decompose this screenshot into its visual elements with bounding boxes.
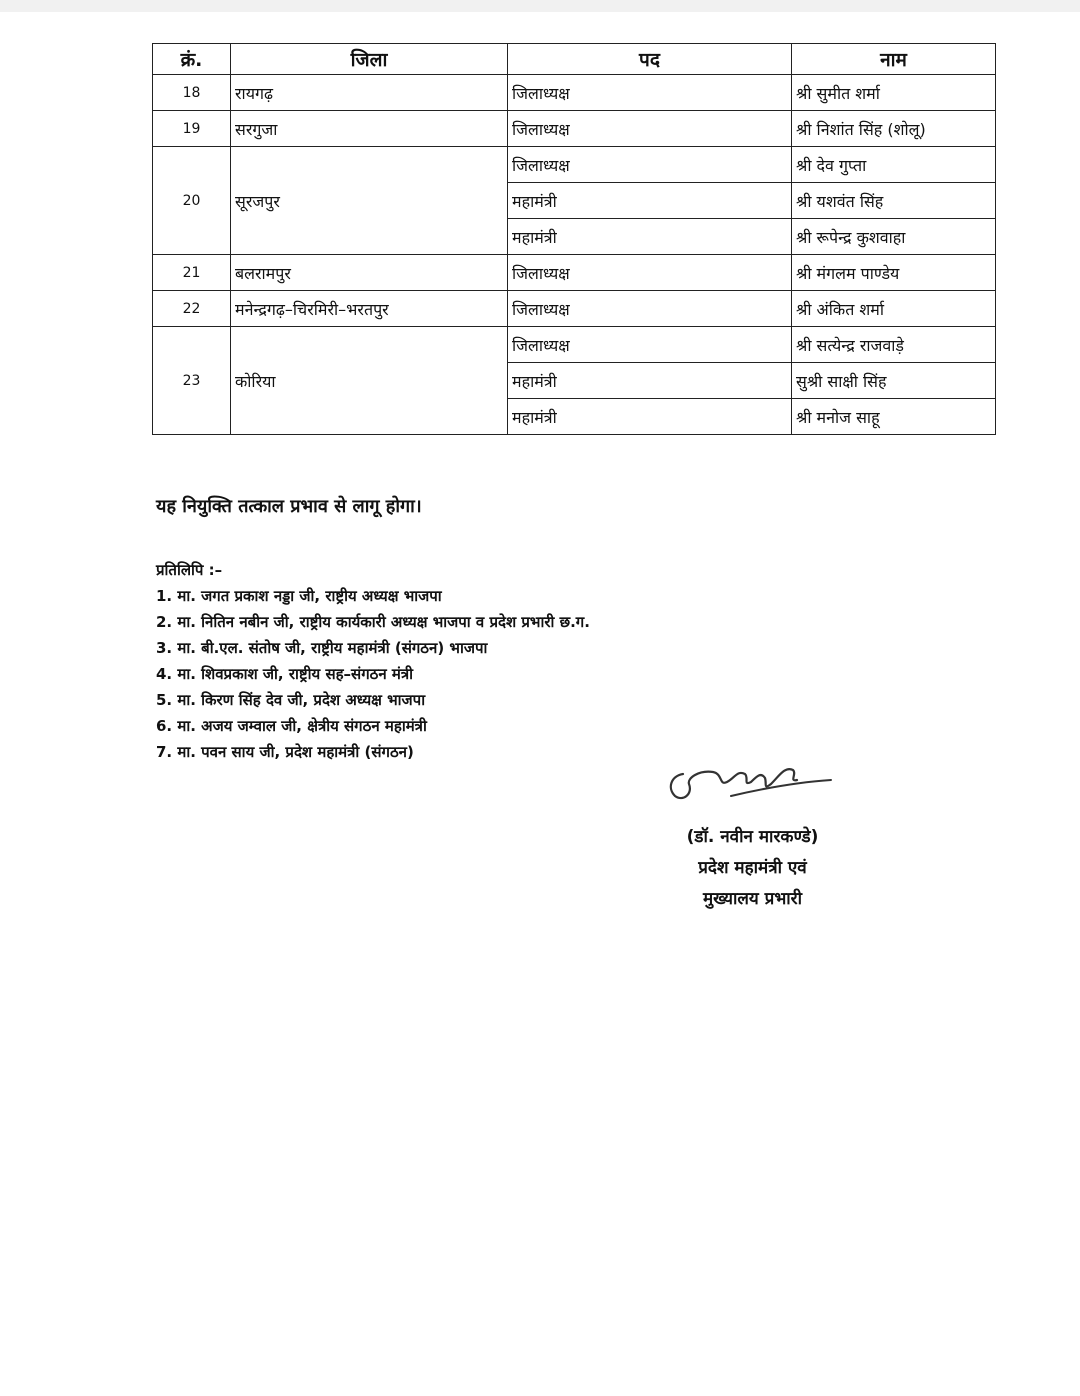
signature-image [665, 752, 835, 804]
list-item: 4. मा. शिवप्रकाश जी, राष्ट्रीय सह–संगठन मंत्री [156, 665, 414, 683]
header-district: जिला [231, 44, 508, 75]
table-row [153, 147, 996, 183]
cell-name: सुश्री साक्षी सिंह [792, 363, 996, 399]
cell-post: जिलाध्यक्ष [508, 327, 792, 363]
signatory-title-2: मुख्यालय प्रभारी [702, 889, 803, 909]
cell-post: जिलाध्यक्ष [508, 75, 792, 111]
cell-post: महामंत्री [508, 183, 792, 219]
cell-name: श्री निशांत सिंह (शोलू) [792, 111, 996, 147]
cell-post: महामंत्री [508, 363, 792, 399]
table-row [153, 75, 996, 111]
appointments-table [152, 43, 996, 435]
cell-post: जिलाध्यक्ष [508, 147, 792, 183]
list-item: 1. मा. जगत प्रकाश नड्डा जी, राष्ट्रीय अध्यक्ष भाजपा [156, 587, 442, 605]
cell-district: सरगुजा [231, 111, 508, 147]
cell-district: रायगढ़ [231, 75, 508, 111]
cell-district: सूरजपुर [231, 147, 508, 255]
cell-name: श्री सुमीत शर्मा [792, 75, 996, 111]
cell-post: महामंत्री [508, 219, 792, 255]
table-row [153, 111, 996, 147]
header-post: पद [508, 44, 792, 75]
header-name: नाम [792, 44, 996, 75]
cell-post: महामंत्री [508, 399, 792, 435]
table-header-row [153, 44, 996, 75]
cell-name: श्री मनोज साहू [792, 399, 996, 435]
cell-serial: 23 [153, 327, 231, 435]
cell-name: श्री सत्येन्द्र राजवाड़े [792, 327, 996, 363]
cell-name: श्री यशवंत सिंह [792, 183, 996, 219]
copy-to-heading: प्रतिलिपि :– [156, 561, 223, 579]
cell-name: श्री रूपेन्द्र कुशवाहा [792, 219, 996, 255]
cell-post: जिलाध्यक्ष [508, 111, 792, 147]
cell-district: बलरामपुर [231, 255, 508, 291]
table-row [153, 291, 996, 327]
cell-serial: 18 [153, 75, 231, 111]
cell-name: श्री मंगलम पाण्डेय [792, 255, 996, 291]
cell-serial: 20 [153, 147, 231, 255]
list-item: 7. मा. पवन साय जी, प्रदेश महामंत्री (संगठन) [156, 743, 414, 761]
list-item: 3. मा. बी.एल. संतोष जी, राष्ट्रीय महामंत्री (संगठन) भाजपा [156, 639, 488, 657]
signatory-title: प्रदेश महामंत्री एवं [698, 858, 807, 878]
cell-name: श्री देव गुप्ता [792, 147, 996, 183]
cell-name: श्री अंकित शर्मा [792, 291, 996, 327]
list-item: 5. मा. किरण सिंह देव जी, प्रदेश अध्यक्ष भाजपा [156, 691, 426, 709]
cell-serial: 22 [153, 291, 231, 327]
cell-serial: 21 [153, 255, 231, 291]
cell-post: जिलाध्यक्ष [508, 291, 792, 327]
table-row [153, 327, 996, 363]
cell-district: कोरिया [231, 327, 508, 435]
effective-statement: यह नियुक्ति तत्काल प्रभाव से लागू होगा। [156, 496, 422, 517]
table-row [153, 255, 996, 291]
signatory-name: (डॉ. नवीन मारकण्डे) [686, 827, 819, 847]
signatory-block [620, 822, 885, 915]
copy-to-list [156, 583, 590, 765]
list-item: 6. मा. अजय जम्वाल जी, क्षेत्रीय संगठन महामंत्री [156, 717, 427, 735]
cell-district: मनेन्द्रगढ़–चिरमिरी–भरतपुर [231, 291, 508, 327]
cell-serial: 19 [153, 111, 231, 147]
top-bar [0, 0, 1080, 12]
header-serial: क्रं. [153, 44, 231, 75]
cell-post: जिलाध्यक्ष [508, 255, 792, 291]
list-item: 2. मा. नितिन नबीन जी, राष्ट्रीय कार्यकारी अध्यक्ष भाजपा व प्रदेश प्रभारी छ.ग. [156, 613, 590, 631]
